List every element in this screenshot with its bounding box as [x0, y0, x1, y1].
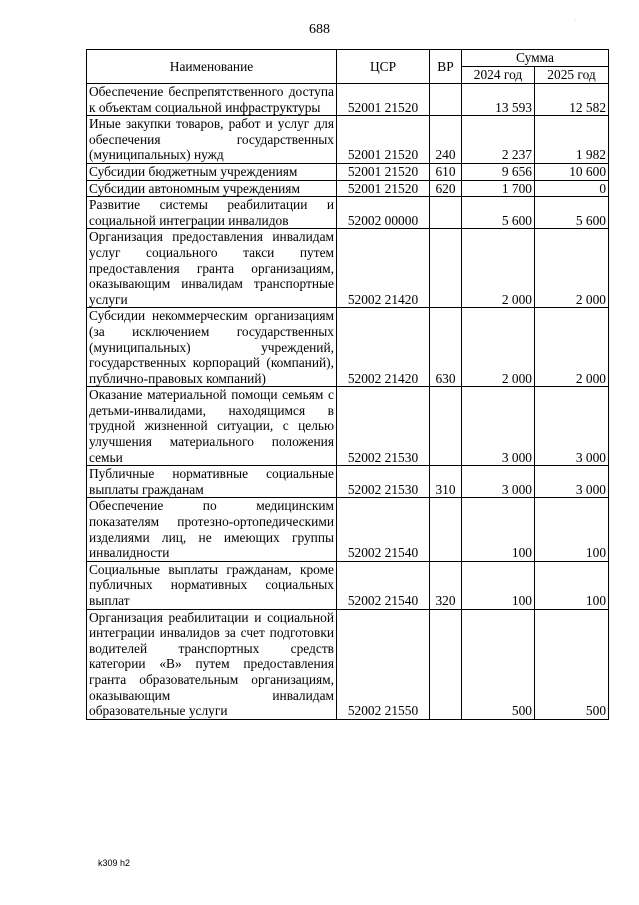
row-sum-2024: 100: [462, 498, 535, 561]
table-row: [87, 308, 609, 387]
row-sum-2025: 12 582: [535, 84, 609, 116]
row-csr: 52002 21420: [337, 308, 430, 387]
table-row: [87, 561, 609, 609]
row-name: Публичные нормативные социальные выплаты гражданам: [87, 466, 337, 498]
row-sum-2025: 0: [535, 180, 609, 197]
table-row: [87, 180, 609, 197]
row-vr: 610: [430, 163, 462, 180]
header-name: Наименование: [87, 50, 337, 84]
row-name: Оказание материальной помощи семьям с детьми-инвалидами, находящимся в трудной жизненной ситуации, с целью улучшения материального положения семьи: [87, 387, 337, 466]
row-sum-2025: 1 982: [535, 116, 609, 164]
row-csr: 52002 21530: [337, 466, 430, 498]
row-name: Развитие системы реабилитации и социальной интеграции инвалидов: [87, 197, 337, 229]
row-sum-2024: 9 656: [462, 163, 535, 180]
row-csr: 52001 21520: [337, 84, 430, 116]
table-row: [87, 466, 609, 498]
budget-table: [86, 49, 609, 720]
row-vr: 630: [430, 308, 462, 387]
row-name: Обеспечение беспрепятственного доступа к объектам социальной инфраструктуры: [87, 84, 337, 116]
row-sum-2024: 3 000: [462, 387, 535, 466]
table-row: [87, 84, 609, 116]
header-vr: ВР: [430, 50, 462, 84]
row-sum-2024: 3 000: [462, 466, 535, 498]
row-csr: 52002 21540: [337, 561, 430, 609]
row-vr: 240: [430, 116, 462, 164]
row-csr: 52002 21530: [337, 387, 430, 466]
row-name: Социальные выплаты гражданам, кроме публичных нормативных социальных выплат: [87, 561, 337, 609]
table-row: [87, 498, 609, 561]
table-row: [87, 609, 609, 719]
row-sum-2024: 2 000: [462, 229, 535, 308]
header-row-1: [87, 50, 609, 67]
table-body: [87, 84, 609, 720]
row-sum-2024: 2 237: [462, 116, 535, 164]
row-vr: 310: [430, 466, 462, 498]
header-csr: ЦСР: [337, 50, 430, 84]
row-csr: 52001 21520: [337, 180, 430, 197]
table-row: [87, 229, 609, 308]
row-csr: 52001 21520: [337, 163, 430, 180]
row-sum-2024: 100: [462, 561, 535, 609]
row-name: Субсидии бюджетным учреждениям: [87, 163, 337, 180]
header-2024: 2024 год: [462, 67, 535, 84]
row-sum-2025: 500: [535, 609, 609, 719]
row-csr: 52002 21540: [337, 498, 430, 561]
row-vr: [430, 229, 462, 308]
row-csr: 52002 21550: [337, 609, 430, 719]
row-vr: 320: [430, 561, 462, 609]
row-vr: 620: [430, 180, 462, 197]
page-number: 688: [309, 22, 330, 37]
row-name: Иные закупки товаров, работ и услуг для обеспечения государственных (муниципальных) нужд: [87, 116, 337, 164]
row-sum-2025: 10 600: [535, 163, 609, 180]
row-name: Организация реабилитации и социальной интеграции инвалидов за счет подготовки водителей транспортных средств категории «В» путем предоставления гранта образовательным организациям, оказывающим инвалидам образовательные услуги: [87, 609, 337, 719]
row-vr: [430, 498, 462, 561]
row-sum-2025: 3 000: [535, 466, 609, 498]
row-vr: [430, 387, 462, 466]
row-sum-2024: 1 700: [462, 180, 535, 197]
row-name: Субсидии некоммерческим организациям (за исключением государственных (муниципальных) учреждений, государственных корпораций (компаний), публично-правовых компаний): [87, 308, 337, 387]
row-sum-2025: 2 000: [535, 229, 609, 308]
table-row: [87, 387, 609, 466]
row-sum-2024: 500: [462, 609, 535, 719]
row-csr: 52002 21420: [337, 229, 430, 308]
row-vr: [430, 609, 462, 719]
header-sum: Сумма: [462, 50, 609, 67]
scan-mark: ·: [574, 18, 576, 24]
row-vr: [430, 197, 462, 229]
row-sum-2025: 100: [535, 498, 609, 561]
row-name: Обеспечение по медицинским показателям протезно-ортопедическими изделиями лиц, не имеющих группы инвалидности: [87, 498, 337, 561]
row-sum-2025: 2 000: [535, 308, 609, 387]
row-sum-2025: 3 000: [535, 387, 609, 466]
header-2025: 2025 год: [535, 67, 609, 84]
table-row: [87, 197, 609, 229]
row-name: Субсидии автономным учреждениям: [87, 180, 337, 197]
row-sum-2025: 5 600: [535, 197, 609, 229]
table-row: [87, 116, 609, 164]
row-sum-2024: 13 593: [462, 84, 535, 116]
table-row: [87, 163, 609, 180]
row-csr: 52001 21520: [337, 116, 430, 164]
row-vr: [430, 84, 462, 116]
row-sum-2025: 100: [535, 561, 609, 609]
footer-code: k309 h2: [98, 858, 131, 868]
row-csr: 52002 00000: [337, 197, 430, 229]
row-name: Организация предоставления инвалидам услуг социального такси путем предоставления гранта организациям, оказывающим инвалидам транспортные услуги: [87, 229, 337, 308]
row-sum-2024: 2 000: [462, 308, 535, 387]
row-sum-2024: 5 600: [462, 197, 535, 229]
